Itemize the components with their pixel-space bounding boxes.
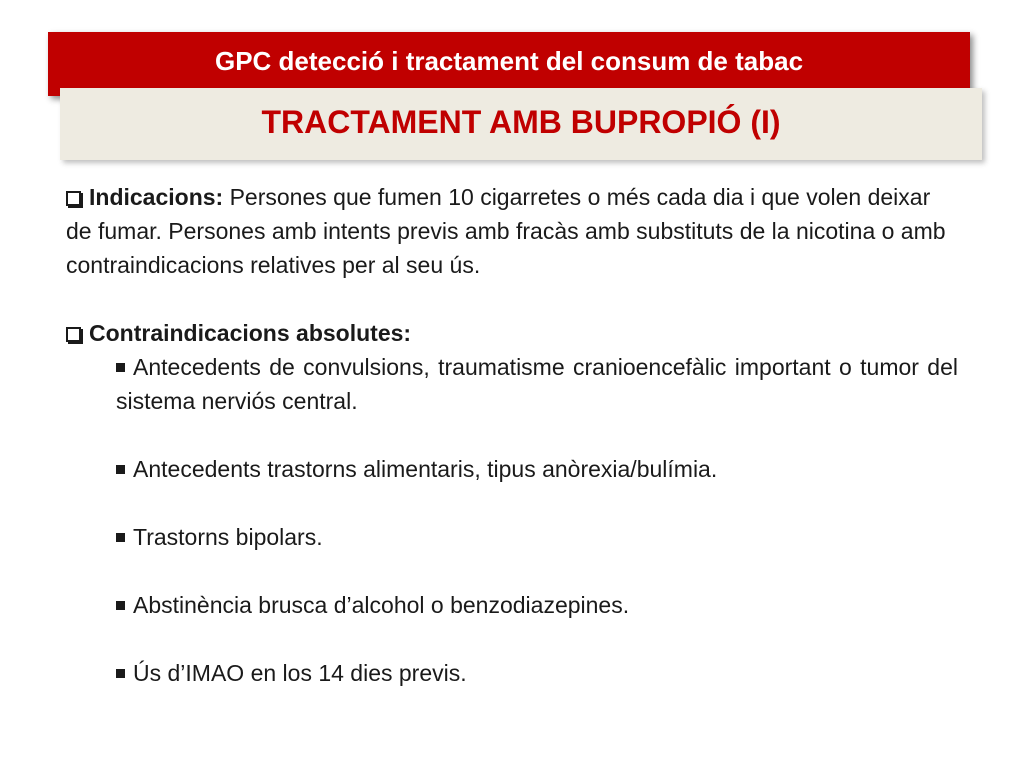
list-item-text: Abstinència brusca d’alcohol o benzodiazepines. [133,592,630,618]
slide-content [66,180,958,690]
square-bullet-icon [116,363,125,372]
square-bullet-icon [116,669,125,678]
square-bullet-icon [116,465,125,474]
list-item-text: Ús d’IMAO en los 14 dies previs. [133,660,467,686]
contraindications-label: Contraindicacions absolutes: [89,320,412,346]
list-item [116,452,958,486]
spacer [66,282,958,316]
slide-title: TRACTAMENT AMB BUPROPIÓ (I) [261,104,781,140]
square-bullet-icon [116,601,125,610]
spacer [66,554,958,588]
list-item-text: Antecedents trastorns alimentaris, tipus anòrexia/bulímia. [133,456,718,482]
square-bullet-icon [116,533,125,542]
slide-title-bar [60,88,982,160]
list-item [116,656,958,690]
indications-label: Indicacions: [89,184,224,210]
header-title: GPC detecció i tractament del consum de tabac [214,46,804,76]
spacer [66,418,958,452]
list-item [116,520,958,554]
list-item [116,588,958,622]
contraindications-heading [66,316,958,350]
checkbox-icon [66,327,81,342]
spacer [66,486,958,520]
list-item-text: Trastorns bipolars. [133,524,323,550]
indications-paragraph [66,180,958,282]
list-item [116,350,958,418]
checkbox-icon [66,191,81,206]
header-bar [48,32,970,96]
indications-text: Persones que fumen 10 cigarretes o més cada dia i que volen deixar de fumar. Persones amb intents previs amb fracàs amb substituts de la nicotina o amb contraindicacions relatives per al seu ús. [66,184,946,278]
spacer [66,622,958,656]
list-item-text: Antecedents de convulsions, traumatisme cranioencefàlic important o tumor del sistema nerviós central. [116,354,958,414]
